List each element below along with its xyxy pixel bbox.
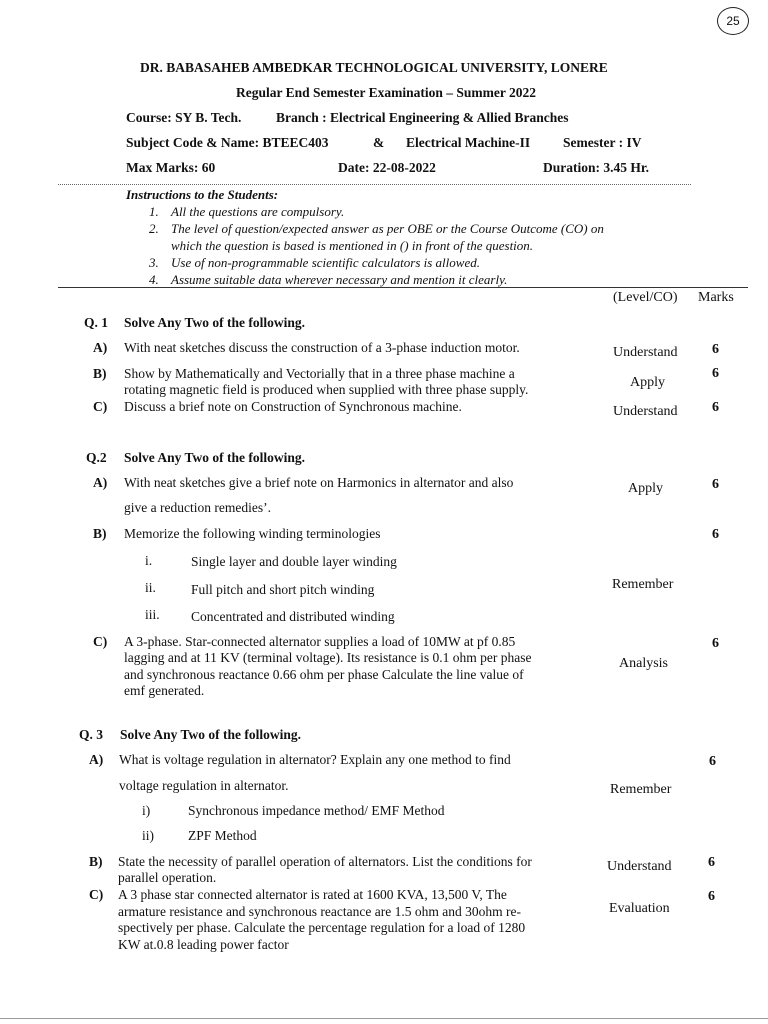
marks-value: 6 <box>712 366 719 381</box>
part-text: lagging and at 11 KV (terminal voltage). Its resistance is 0.1 ohm per phase <box>124 650 532 665</box>
header-divider <box>58 184 691 185</box>
page-number-circle: 25 <box>717 7 749 35</box>
instruction-text: which the question is based is mentioned in () in front of the question. <box>171 238 534 253</box>
part-text: parallel operation. <box>118 870 217 885</box>
instruction-text: Use of non-programmable scientific calculators is allowed. <box>171 255 480 270</box>
marks-value: 6 <box>712 400 719 415</box>
part-label: C) <box>93 399 108 414</box>
part-label: B) <box>93 366 107 381</box>
part-text: Discuss a brief note on Construction of Synchronous machine. <box>124 399 462 414</box>
part-label: A) <box>89 752 104 767</box>
marks-value: 6 <box>709 754 716 769</box>
level-value: Understand <box>607 859 672 874</box>
instruction-number: 1. <box>149 204 159 219</box>
level-value: Understand <box>613 345 678 360</box>
sub-item-number: i) <box>142 803 151 818</box>
duration: Duration: 3.45 Hr. <box>543 160 650 175</box>
level-value: Understand <box>613 404 678 419</box>
level-column-header: (Level/CO) <box>613 290 678 305</box>
sub-item-text: ZPF Method <box>188 828 257 843</box>
sub-item-text: Full pitch and short pitch winding <box>191 582 375 597</box>
marks-value: 6 <box>712 342 719 357</box>
question-title: Solve Any Two of the following. <box>124 450 306 465</box>
sub-item-text: Single layer and double layer winding <box>191 554 397 569</box>
instruction-number: 2. <box>149 221 159 236</box>
instructions-title: Instructions to the Students: <box>126 187 279 202</box>
part-label: A) <box>93 340 108 355</box>
marks-value: 6 <box>712 636 719 651</box>
marks-value: 6 <box>712 527 719 542</box>
part-label: A) <box>93 475 108 490</box>
university-name: DR. BABASAHEB AMBEDKAR TECHNOLOGICAL UNIVERSITY, LONERE <box>140 60 608 75</box>
question-number: Q. 3 <box>79 727 104 742</box>
part-label: C) <box>89 887 104 902</box>
semester: Semester : IV <box>563 135 642 150</box>
level-value: Evaluation <box>609 901 670 916</box>
question-title: Solve Any Two of the following. <box>120 727 302 742</box>
ampersand: & <box>373 135 385 150</box>
instruction-text: Assume suitable data wherever necessary and mention it clearly. <box>171 272 508 287</box>
sub-item-number: ii. <box>145 580 156 595</box>
marks-value: 6 <box>708 889 715 904</box>
level-value: Remember <box>612 577 674 592</box>
part-text: A 3-phase. Star-connected alternator supplies a load of 10MW at pf 0.85 <box>124 634 516 649</box>
sub-item-number: i. <box>145 553 153 568</box>
part-text: emf generated. <box>124 683 205 698</box>
sub-item-text: Concentrated and distributed winding <box>191 609 395 624</box>
sub-item-number: iii. <box>145 607 160 622</box>
instruction-number: 3. <box>149 255 159 270</box>
marks-column-header: Marks <box>698 290 734 305</box>
instruction-number: 4. <box>149 272 159 287</box>
question-title: Solve Any Two of the following. <box>124 315 306 330</box>
instruction-text: The level of question/expected answer as per OBE or the Course Outcome (CO) on <box>171 221 604 236</box>
max-marks: Max Marks: 60 <box>126 160 216 175</box>
marks-value: 6 <box>712 477 719 492</box>
bottom-edge-line <box>0 1018 768 1019</box>
branch: Branch : Electrical Engineering & Allied Branches <box>276 110 569 125</box>
part-text: With neat sketches give a brief note on Harmonics in alternator and also <box>124 475 514 490</box>
part-label: B) <box>93 526 107 541</box>
level-value: Analysis <box>619 656 668 671</box>
part-text: Memorize the following winding terminologies <box>124 526 381 541</box>
part-text: voltage regulation in alternator. <box>119 778 289 793</box>
exam-date: Date: 22-08-2022 <box>338 160 436 175</box>
level-value: Apply <box>630 375 665 390</box>
part-text: With neat sketches discuss the construction of a 3-phase induction motor. <box>124 340 520 355</box>
course: Course: SY B. Tech. <box>126 110 242 125</box>
sub-item-number: ii) <box>142 828 154 843</box>
part-label: C) <box>93 634 108 649</box>
part-text: armature resistance and synchronous reactance are 1.5 ohm and 30ohm re- <box>118 904 521 919</box>
part-text: spectively per phase. Calculate the percentage regulation for a load of 1280 <box>118 920 526 935</box>
part-text: rotating magnetic field is produced when supplied with three phase supply. <box>124 382 529 397</box>
level-value: Apply <box>628 481 663 496</box>
part-text: KW at.0.8 leading power factor <box>118 937 289 952</box>
subject-name: Electrical Machine-II <box>406 135 531 150</box>
instruction-text: All the questions are compulsory. <box>171 204 345 219</box>
part-text: What is voltage regulation in alternator? Explain any one method to find <box>119 752 511 767</box>
level-value: Remember <box>610 782 672 797</box>
subject-code: Subject Code & Name: BTEEC403 <box>126 135 329 150</box>
part-text: give a reduction remedies’. <box>124 500 271 515</box>
question-number: Q. 1 <box>84 315 109 330</box>
question-number: Q.2 <box>86 450 107 465</box>
part-text: A 3 phase star connected alternator is rated at 1600 KVA, 13,500 V, The <box>118 887 507 902</box>
marks-value: 6 <box>708 855 715 870</box>
instructions-divider <box>58 287 748 288</box>
part-text: and synchronous reactance 0.66 ohm per phase Calculate the line value of <box>124 667 524 682</box>
part-label: B) <box>89 854 103 869</box>
part-text: Show by Mathematically and Vectorially that in a three phase machine a <box>124 366 515 381</box>
part-text: State the necessity of parallel operation of alternators. List the conditions for <box>118 854 532 869</box>
sub-item-text: Synchronous impedance method/ EMF Method <box>188 803 445 818</box>
exam-title: Regular End Semester Examination – Summer 2022 <box>236 85 537 100</box>
